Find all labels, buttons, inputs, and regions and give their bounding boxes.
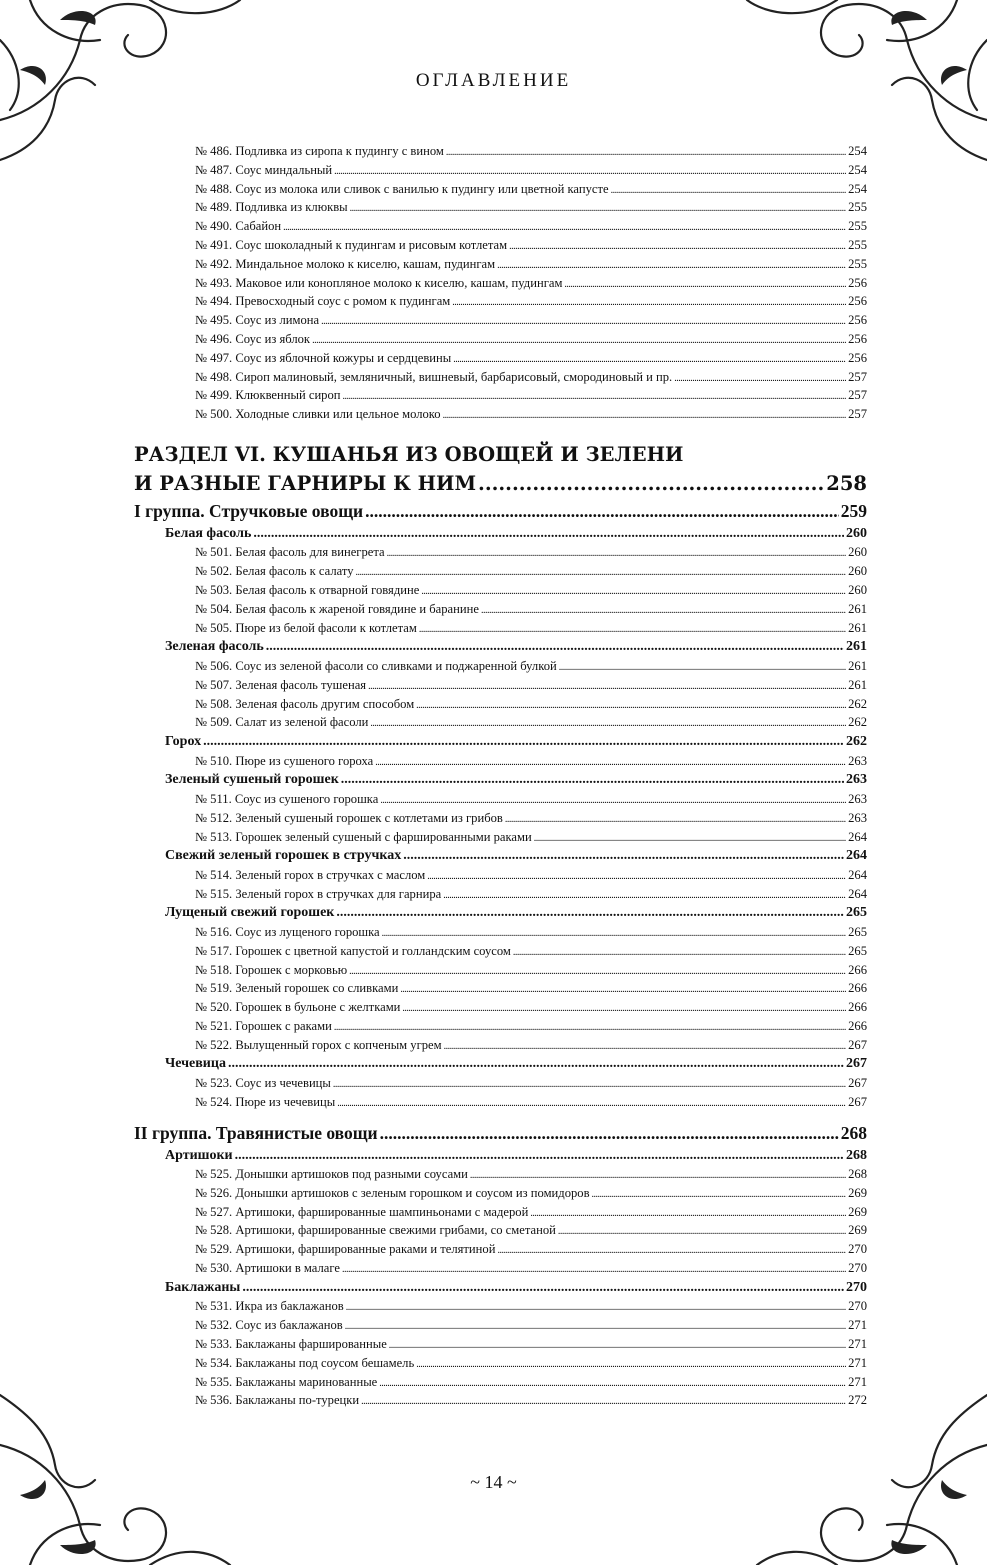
toc-item-label: № 504. Белая фасоль к жареной говядине и баранине [195,601,479,616]
toc-item-page: 261 [848,677,867,692]
dot-leader [497,1240,846,1261]
dot-leader [446,142,846,163]
toc-item[interactable] [134,217,867,236]
toc-item-page: 257 [848,407,867,422]
dot-leader [336,903,844,923]
toc-item-page: 255 [848,237,867,252]
toc-item-label: № 496. Соус из яблок [195,331,311,346]
subgroup-title[interactable] [134,903,867,923]
toc-item-page: 270 [848,1299,867,1314]
dot-leader [674,368,846,389]
dot-leader [228,1054,844,1074]
dot-leader [427,866,846,887]
dot-leader [379,1373,846,1394]
toc-item-label: № 507. Зеленая фасоль тушеная [195,677,367,692]
toc-item[interactable] [134,255,867,274]
toc-item[interactable] [134,809,867,828]
toc-item-page: 268 [848,1167,867,1182]
dot-leader [403,846,844,866]
toc-item-label: № 521. Горошек с раками [195,1018,332,1033]
toc-item-page: 254 [848,181,867,196]
toc-item-label: № 523. Соус из чечевицы [195,1075,331,1090]
toc-item-page: 271 [848,1355,867,1370]
toc-item-label: № 487. Соус миндальный [195,162,333,177]
dot-leader [559,657,846,678]
toc-item[interactable] [134,562,867,581]
toc-item-label: № 528. Артишоки, фаршированные свежими грибами, со сметаной [195,1223,556,1238]
toc-item-page: 263 [848,810,867,825]
dot-leader [444,1036,847,1057]
toc-item[interactable] [134,368,867,387]
section-title-line1[interactable] [134,440,867,470]
toc-item[interactable] [134,676,867,695]
toc-item[interactable] [134,180,867,199]
dot-leader [470,1165,846,1186]
toc-item-page: 256 [848,350,867,365]
toc-item-label: № 532. Соус из баклажанов [195,1318,343,1333]
toc-item-label: № 529. Артишоки, фаршированные раками и телятиной [195,1242,496,1257]
group-title-label: II группа. Травянистые овощи [134,1122,378,1143]
dot-leader [419,619,846,640]
subgroup-title[interactable] [134,770,867,790]
subgroup-title-page: 265 [846,905,867,921]
toc-item-page: 261 [848,620,867,635]
toc-item-page: 256 [848,313,867,328]
group-title-label: I группа. Стручковые овощи [134,500,364,521]
toc-item-page: 261 [848,658,867,673]
group-title[interactable] [134,498,867,524]
toc-item[interactable] [134,386,867,405]
toc-item[interactable] [134,1074,867,1093]
toc-item-page: 255 [848,219,867,234]
section-title-line2[interactable] [134,470,867,498]
dot-leader [235,1146,844,1166]
toc-item-label: № 488. Соус из молока или сливок с ванилью к пудингу или цветной капусте [195,181,609,196]
dot-leader [443,885,846,906]
toc-item-label: № 527. Артишоки, фаршированные шампиньонами с мадерой [195,1204,529,1219]
dot-leader [368,676,846,697]
toc-item[interactable] [134,1093,867,1112]
dot-leader [343,386,847,407]
toc-item-page: 254 [848,162,867,177]
dot-leader [389,1335,846,1356]
dot-leader [349,961,846,982]
toc-item[interactable] [134,790,867,809]
toc-item-label: № 534. Баклажаны под соусом бешамель [195,1355,415,1370]
toc-item-page: 261 [848,601,867,616]
toc-item-label: № 492. Миндальное молоко к киселю, кашам, пудингам [195,256,496,271]
toc-item[interactable] [134,998,867,1017]
toc-item-label: № 502. Белая фасоль к салату [195,564,354,579]
toc-item[interactable] [134,236,867,255]
dot-leader [242,1278,844,1298]
group-title-page: 268 [840,1122,867,1143]
dot-leader [253,524,844,544]
toc-item-label: № 489. Подливка из клюквы [195,200,348,215]
subgroup-title-label: Чечевица [165,1056,226,1072]
subgroup-title-page: 263 [846,772,867,788]
toc-item-page: 260 [848,583,867,598]
dot-leader [481,600,846,621]
table-of-contents [134,142,867,1410]
toc-item-page: 256 [848,275,867,290]
subgroup-title[interactable] [134,732,867,752]
dot-leader [387,543,847,564]
subgroup-title-page: 268 [846,1147,867,1163]
toc-item[interactable] [134,923,867,942]
toc-item[interactable] [134,142,867,161]
page-number: ~ 14 ~ [470,1472,517,1492]
toc-item[interactable] [134,543,867,562]
toc-item[interactable] [134,1184,867,1203]
dot-leader [350,198,846,219]
toc-item-page: 262 [848,715,867,730]
toc-item-page: 256 [848,294,867,309]
toc-item-label: № 486. Подливка из сиропа к пудингу с вином [195,144,444,158]
toc-item[interactable] [134,349,867,368]
toc-item-page: 272 [848,1393,867,1408]
toc-item-page: 255 [848,256,867,271]
toc-item-label: № 490. Сабайон [195,219,282,234]
toc-item-label: № 508. Зеленая фасоль другим способом [195,696,415,711]
page-header: ОГЛАВЛЕНИЕ [415,70,572,91]
toc-item[interactable] [134,581,867,600]
dot-leader [558,1221,846,1242]
dot-leader [370,713,846,734]
dot-leader [365,498,839,524]
dot-leader [509,236,846,257]
toc-item-page: 267 [848,1075,867,1090]
dot-leader [497,255,846,276]
dot-leader [452,292,846,313]
section-title-line2-page: 258 [826,471,867,495]
toc-item[interactable] [134,1221,867,1240]
toc-item-page: 262 [848,696,867,711]
toc-item-page: 265 [848,943,867,958]
dot-leader [416,695,846,716]
dot-leader [443,405,847,426]
toc-item-label: № 531. Икра из баклажанов [195,1299,344,1314]
section-title-line1-label: РАЗДЕЛ VI. КУШАНЬЯ ИЗ ОВОЩЕЙ И ЗЕЛЕНИ [134,442,684,466]
subgroup-title[interactable] [134,637,867,657]
subgroup-title-page: 261 [846,639,867,655]
toc-item[interactable] [134,405,867,424]
toc-item-label: № 533. Баклажаны фаршированные [195,1336,387,1351]
toc-item-label: № 510. Пюре из сушеного гороха [195,753,374,768]
dot-leader [453,349,846,370]
toc-item[interactable] [134,1259,867,1278]
toc-item-page: 263 [848,753,867,768]
subgroup-title-label: Белая фасоль [165,525,252,541]
section-title-line2-label: И РАЗНЫЕ ГАРНИРЫ К НИМ [134,471,477,495]
dot-leader [345,1316,846,1337]
toc-item[interactable] [134,292,867,311]
subgroup-title-page: 270 [846,1279,867,1295]
dot-leader [333,1074,846,1095]
dot-leader [203,732,844,752]
toc-item-page: 266 [848,962,867,977]
toc-item-label: № 536. Баклажаны по-турецки [195,1393,360,1408]
toc-item[interactable] [134,1297,867,1316]
toc-item-page: 257 [848,388,867,403]
toc-item[interactable] [134,274,867,293]
dot-leader [380,790,846,811]
subgroup-title[interactable] [134,1146,867,1166]
toc-item-label: № 499. Клюквенный сироп [195,388,341,403]
toc-item[interactable] [134,1335,867,1354]
subgroup-title[interactable] [134,1054,867,1074]
toc-item[interactable] [134,961,867,980]
toc-item-label: № 535. Баклажаны маринованные [195,1374,378,1389]
subgroup-title-page: 267 [846,1056,867,1072]
toc-item[interactable] [134,330,867,349]
toc-item[interactable] [134,198,867,217]
dot-leader [380,1120,839,1146]
toc-item-page: 256 [848,331,867,346]
toc-item[interactable] [134,1354,867,1373]
dot-leader [334,161,846,182]
subgroup-title[interactable] [134,846,867,866]
toc-item[interactable] [134,885,867,904]
dot-leader [416,1354,846,1375]
toc-item[interactable] [134,161,867,180]
toc-item-label: № 500. Холодные сливки или цельное молоко [195,407,441,422]
toc-item[interactable] [134,1203,867,1222]
dot-leader [421,581,846,602]
dot-leader [342,1259,846,1280]
toc-item-label: № 515. Зеленый горох в стручках для гарнира [195,886,442,901]
toc-item-page: 254 [848,144,867,158]
toc-item[interactable] [134,979,867,998]
subgroup-title-label: Лущеный свежий горошек [165,905,335,921]
toc-item[interactable] [134,1017,867,1036]
toc-item[interactable] [134,619,867,638]
toc-item-label: № 516. Соус из лущеного горошка [195,924,380,939]
toc-item-label: № 498. Сироп малиновый, земляничный, вишневый, барбарисовый, смородиновый и пр. [195,369,673,384]
toc-item-label: № 530. Артишоки в малаге [195,1261,340,1276]
toc-item-page: 265 [848,924,867,939]
dot-leader [530,1203,846,1224]
toc-item-page: 260 [848,564,867,579]
subgroup-title-page: 264 [846,848,867,864]
toc-item[interactable] [134,695,867,714]
subgroup-title-page: 260 [846,525,867,541]
group-title-page: 259 [840,500,867,521]
toc-item-page: 267 [848,1094,867,1109]
toc-item-label: № 518. Горошек с морковью [195,962,348,977]
toc-item-label: № 494. Превосходный соус с ромом к пудингам [195,294,451,309]
toc-item-page: 271 [848,1318,867,1333]
subgroup-title-page: 262 [846,734,867,750]
toc-item[interactable] [134,1240,867,1259]
toc-item[interactable] [134,1036,867,1055]
toc-item-page: 260 [848,545,867,560]
dot-leader [375,752,846,773]
toc-item[interactable] [134,1316,867,1335]
toc-item-label: № 522. Вылущенный горох с копченым угрем [195,1037,442,1052]
toc-item[interactable] [134,600,867,619]
toc-item-page: 264 [848,829,867,844]
dot-leader [283,217,846,238]
subgroup-title-label: Баклажаны [165,1279,241,1295]
dot-leader [356,562,847,583]
subgroup-title-label: Горох [165,734,202,750]
toc-item[interactable] [134,752,867,771]
toc-item-label: № 519. Зеленый горошек со сливками [195,981,399,996]
dot-leader [341,770,844,790]
toc-item[interactable] [134,1391,867,1410]
toc-item[interactable] [134,713,867,732]
toc-item-page: 264 [848,867,867,882]
dot-leader [478,470,824,498]
toc-item-page: 271 [848,1374,867,1389]
dot-leader [312,330,846,351]
toc-item[interactable] [134,828,867,847]
dot-leader [402,998,846,1019]
dot-leader [534,828,846,849]
toc-item-page: 269 [848,1185,867,1200]
toc-item-label: № 497. Соус из яблочной кожуры и сердцевины [195,350,452,365]
subgroup-title[interactable] [134,1278,867,1298]
group-title[interactable] [134,1120,867,1146]
subgroup-title-label: Артишоки [165,1147,233,1163]
toc-item-page: 269 [848,1204,867,1219]
dot-leader [321,311,846,332]
toc-item-page: 266 [848,1018,867,1033]
dot-leader [513,942,846,963]
toc-item-label: № 493. Маковое или конопляное молоко к киселю, кашам, пудингам [195,275,563,290]
dot-leader [611,180,847,201]
toc-item-label: № 503. Белая фасоль к отварной говядине [195,583,420,598]
toc-item-label: № 509. Салат из зеленой фасоли [195,715,369,730]
toc-item-page: 270 [848,1261,867,1276]
dot-leader [505,809,846,830]
toc-item-label: № 505. Пюре из белой фасоли к котлетам [195,620,417,635]
toc-item-label: № 506. Соус из зеленой фасоли со сливками и поджаренной булкой [195,658,557,673]
dot-leader [346,1297,846,1318]
dot-leader [266,637,844,657]
subgroup-title-label: Свежий зеленый горошек в стручках [165,848,402,864]
toc-item-page: 257 [848,369,867,384]
toc-item-page: 271 [848,1336,867,1351]
toc-item-label: № 501. Белая фасоль для винегрета [195,545,385,560]
toc-item-label: № 513. Горошек зеленый сушеный с фаршированными раками [195,829,532,844]
toc-item-page: 266 [848,981,867,996]
dot-leader [334,1017,846,1038]
subgroup-title-label: Зеленая фасоль [165,639,264,655]
toc-item-label: № 524. Пюре из чечевицы [195,1094,336,1109]
toc-item-label: № 514. Зеленый горох в стручках с маслом [195,867,426,882]
toc-item[interactable] [134,311,867,330]
subgroup-title[interactable] [134,524,867,544]
toc-item[interactable] [134,657,867,676]
dot-leader [400,979,846,1000]
toc-item-page: 270 [848,1242,867,1257]
dot-leader [361,1391,846,1412]
toc-item-page: 269 [848,1223,867,1238]
toc-item[interactable] [134,1373,867,1392]
toc-item-page: 266 [848,1000,867,1015]
toc-item-label: № 517. Горошек с цветной капустой и голландским соусом [195,943,511,958]
toc-item-label: № 525. Донышки артишоков под разными соусами [195,1167,468,1182]
toc-item[interactable] [134,866,867,885]
toc-item-page: 264 [848,886,867,901]
subgroup-title-label: Зеленый сушеный горошек [165,772,339,788]
dot-leader [592,1184,847,1205]
toc-item-page: 263 [848,791,867,806]
toc-item[interactable] [134,1165,867,1184]
dot-leader [337,1093,846,1114]
toc-item-label: № 520. Горошек в бульоне с желтками [195,1000,401,1015]
toc-item-label: № 511. Соус из сушеного горошка [195,791,379,806]
toc-item-label: № 526. Донышки артишоков с зеленым горошком и соусом из помидоров [195,1185,590,1200]
dot-leader [382,923,846,944]
dot-leader [564,274,846,295]
toc-item[interactable] [134,942,867,961]
toc-item-page: 255 [848,200,867,215]
toc-item-label: № 495. Соус из лимона [195,313,320,328]
toc-item-label: № 512. Зеленый сушеный горошек с котлетами из грибов [195,810,503,825]
toc-item-label: № 491. Соус шоколадный к пудингам и рисовым котлетам [195,237,508,252]
toc-item-page: 267 [848,1037,867,1052]
